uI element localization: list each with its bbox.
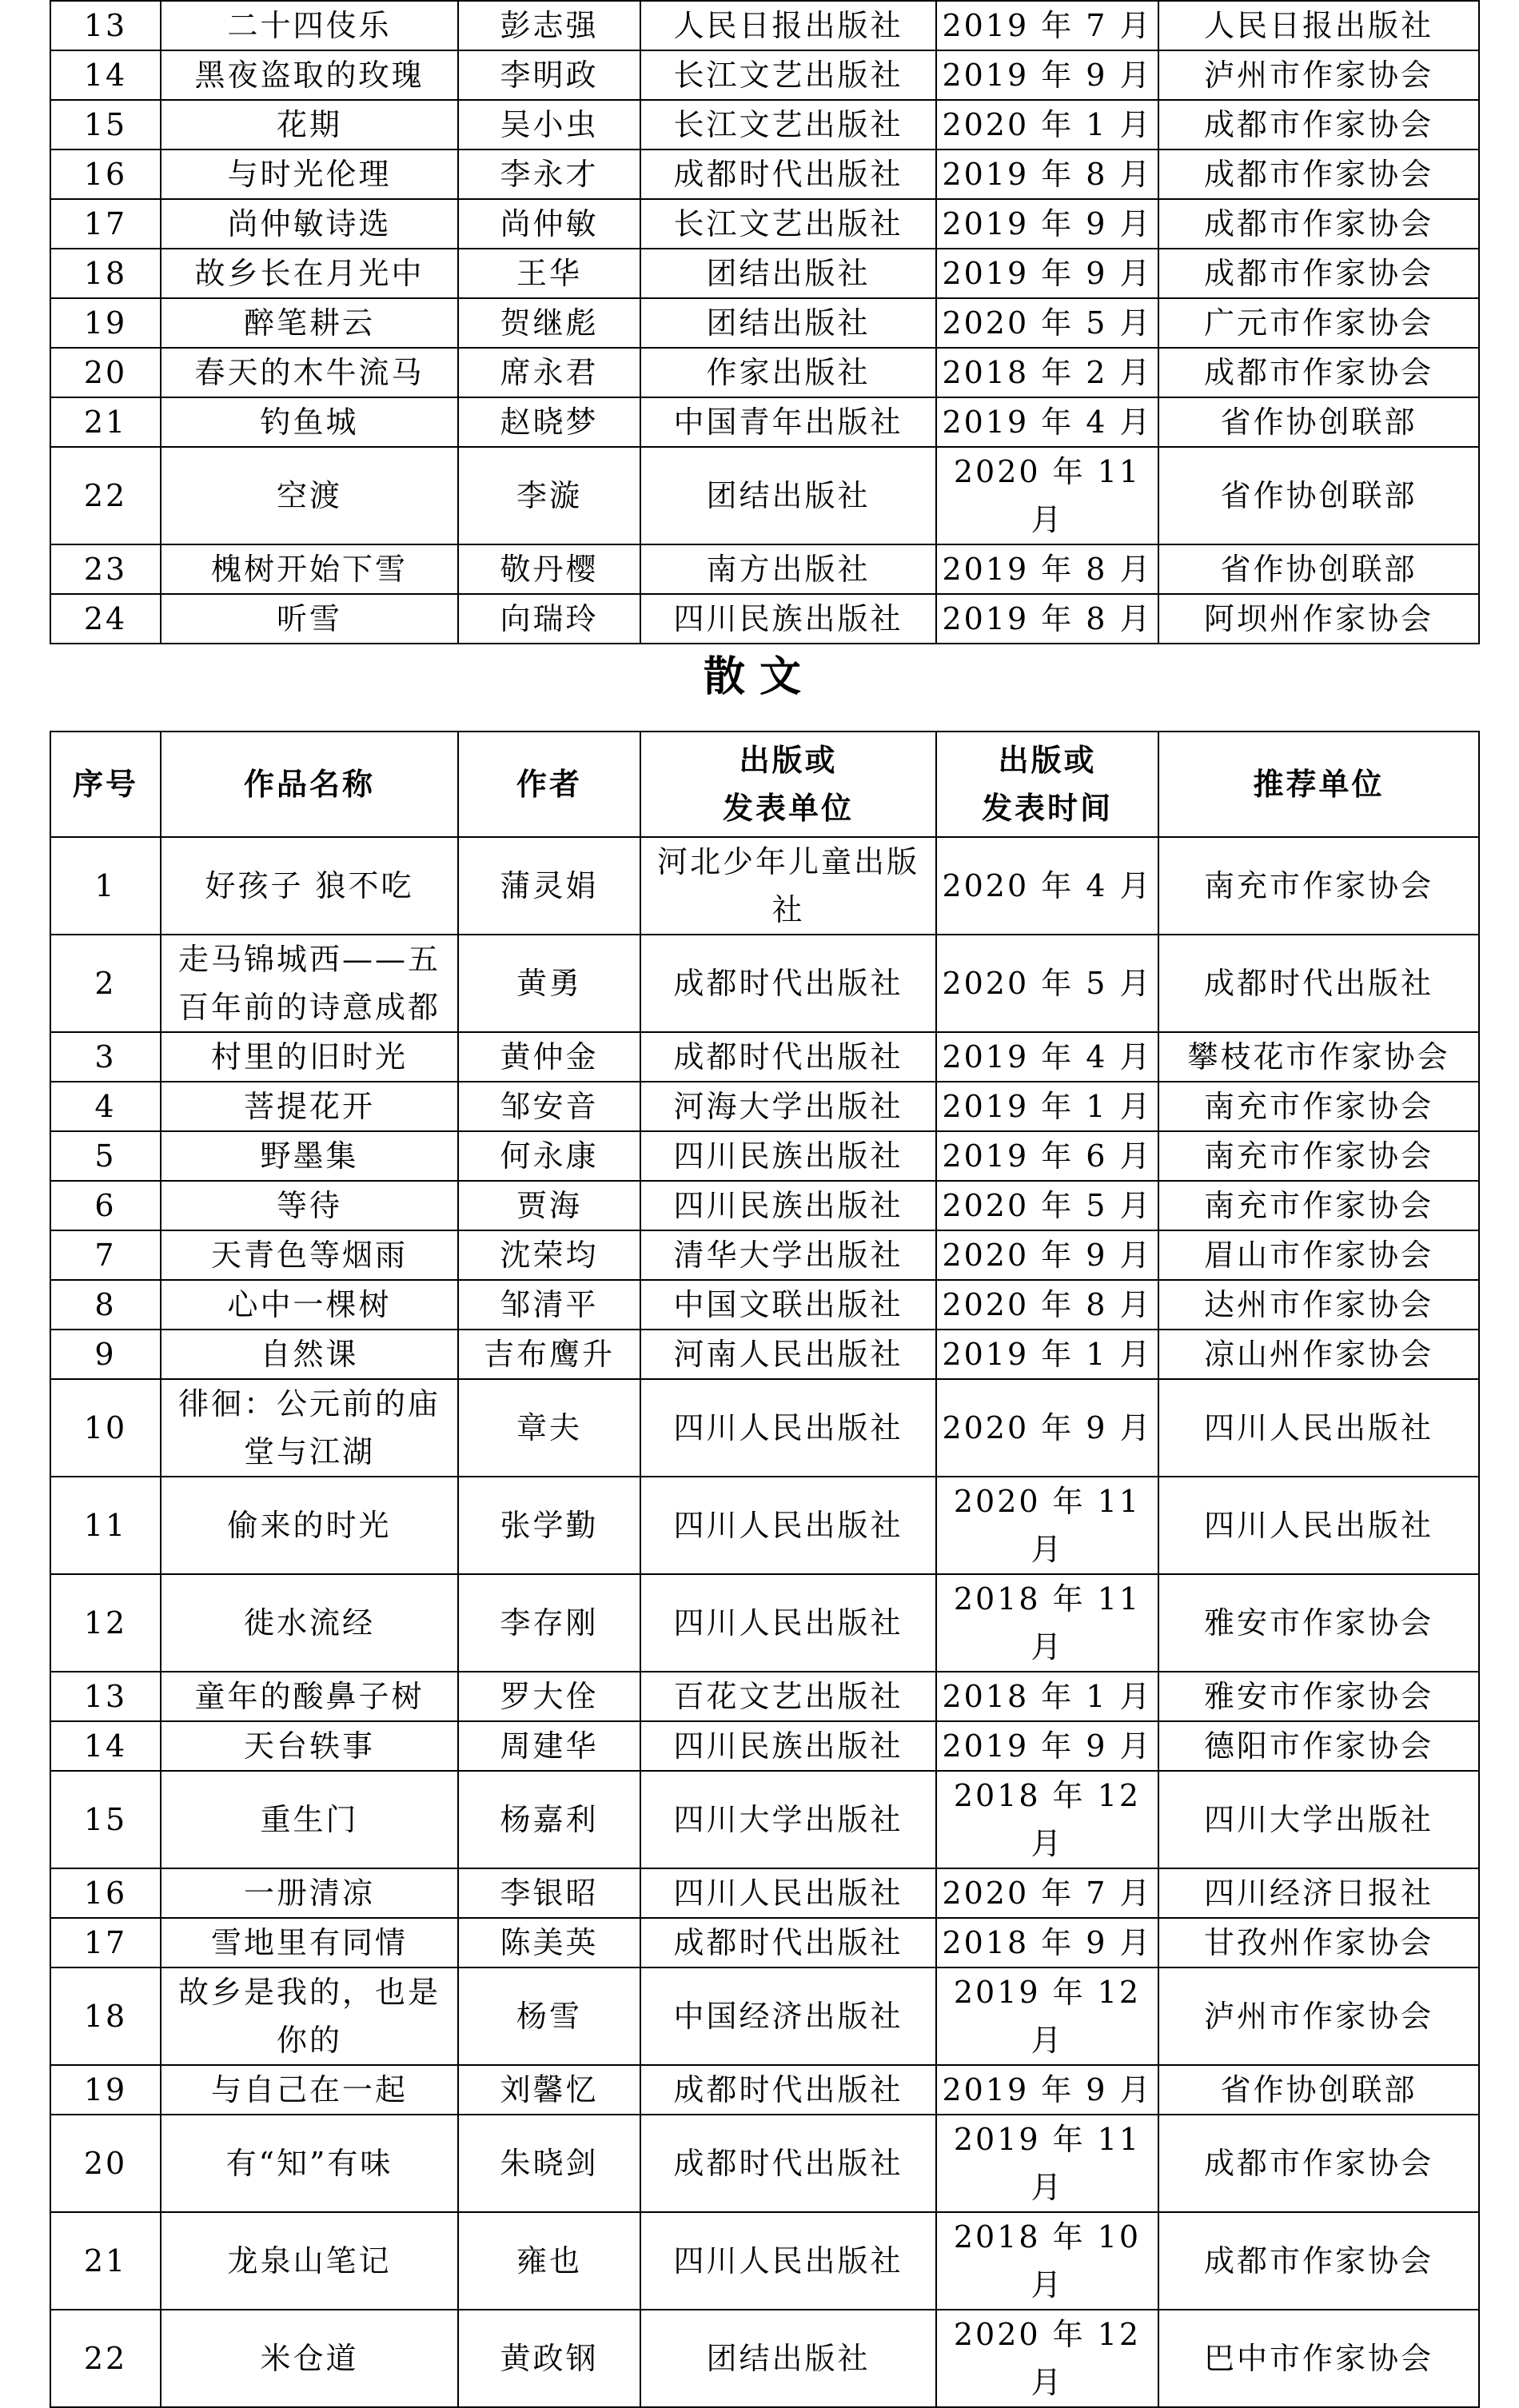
cell-author: 李明政 xyxy=(458,50,640,100)
table-row xyxy=(50,1280,1479,1330)
header-date-line2: 发表时间 xyxy=(981,791,1113,826)
cell-publisher: 河南人民出版社 xyxy=(640,1330,936,1379)
cell-author: 黄勇 xyxy=(458,935,640,1032)
cell-title: 二十四伎乐 xyxy=(161,1,458,50)
cell-index: 13 xyxy=(50,1672,161,1721)
cell-index: 18 xyxy=(50,249,161,298)
cell-recommender: 凉山州作家协会 xyxy=(1158,1330,1479,1379)
cell-recommender: 成都市作家协会 xyxy=(1158,199,1479,249)
cell-publisher: 清华大学出版社 xyxy=(640,1230,936,1280)
cell-date: 2018 年 9 月 xyxy=(936,1918,1158,1967)
header-date xyxy=(936,732,1158,837)
cell-date: 2018 年 1 月 xyxy=(936,1672,1158,1721)
cell-date: 2019 年 9 月 xyxy=(936,2065,1158,2115)
cell-author: 赵晓梦 xyxy=(458,397,640,447)
cell-title: 天台轶事 xyxy=(161,1721,458,1771)
header-recommender: 推荐单位 xyxy=(1158,732,1479,837)
cell-index: 18 xyxy=(50,1967,161,2065)
table-row xyxy=(50,837,1479,935)
cell-recommender: 成都市作家协会 xyxy=(1158,2115,1479,2212)
cell-author: 章夫 xyxy=(458,1379,640,1477)
cell-index: 15 xyxy=(50,100,161,150)
cell-recommender: 南充市作家协会 xyxy=(1158,1131,1479,1181)
cell-recommender: 成都市作家协会 xyxy=(1158,150,1479,199)
cell-author: 罗大佺 xyxy=(458,1672,640,1721)
header-author: 作者 xyxy=(458,732,640,837)
cell-index: 10 xyxy=(50,1379,161,1477)
cell-recommender: 成都市作家协会 xyxy=(1158,100,1479,150)
cell-author: 黄政钢 xyxy=(458,2310,640,2407)
cell-title: 钓鱼城 xyxy=(161,397,458,447)
cell-date: 2018 年 12 月 xyxy=(936,1771,1158,1868)
cell-author: 李存刚 xyxy=(458,1574,640,1672)
cell-index: 15 xyxy=(50,1771,161,1868)
cell-recommender: 省作协创联部 xyxy=(1158,447,1479,544)
cell-publisher: 团结出版社 xyxy=(640,298,936,348)
prose-table-body xyxy=(50,837,1479,2407)
cell-recommender: 攀枝花市作家协会 xyxy=(1158,1032,1479,1082)
cell-date: 2019 年 1 月 xyxy=(936,1330,1158,1379)
cell-date: 2019 年 4 月 xyxy=(936,397,1158,447)
cell-recommender: 眉山市作家协会 xyxy=(1158,1230,1479,1280)
cell-publisher: 百花文艺出版社 xyxy=(640,1672,936,1721)
cell-author: 李漩 xyxy=(458,447,640,544)
header-title: 作品名称 xyxy=(161,732,458,837)
prose-table-header xyxy=(50,732,1479,837)
cell-title: 有“知”有味 xyxy=(161,2115,458,2212)
cell-author: 蒲灵娟 xyxy=(458,837,640,935)
cell-author: 贺继彪 xyxy=(458,298,640,348)
cell-author: 邹安音 xyxy=(458,1082,640,1131)
cell-publisher: 长江文艺出版社 xyxy=(640,199,936,249)
cell-title: 等待 xyxy=(161,1181,458,1230)
cell-date: 2019 年 1 月 xyxy=(936,1082,1158,1131)
cell-title: 一册清凉 xyxy=(161,1868,458,1918)
header-publisher-line1: 出版或 xyxy=(739,743,838,778)
cell-title: 村里的旧时光 xyxy=(161,1032,458,1082)
cell-publisher: 成都时代出版社 xyxy=(640,2115,936,2212)
cell-title: 醉笔耕云 xyxy=(161,298,458,348)
cell-date: 2020 年 7 月 xyxy=(936,1868,1158,1918)
cell-date: 2020 年 9 月 xyxy=(936,1230,1158,1280)
cell-recommender: 四川人民出版社 xyxy=(1158,1379,1479,1477)
table-row xyxy=(50,447,1479,544)
cell-author: 王华 xyxy=(458,249,640,298)
cell-publisher: 四川民族出版社 xyxy=(640,1131,936,1181)
cell-recommender: 达州市作家协会 xyxy=(1158,1280,1479,1330)
header-publisher xyxy=(640,732,936,837)
cell-recommender: 泸州市作家协会 xyxy=(1158,1967,1479,2065)
cell-recommender: 省作协创联部 xyxy=(1158,544,1479,594)
table-row xyxy=(50,1868,1479,1918)
cell-title: 龙泉山笔记 xyxy=(161,2212,458,2310)
cell-index: 22 xyxy=(50,447,161,544)
cell-date: 2020 年 8 月 xyxy=(936,1280,1158,1330)
cell-index: 14 xyxy=(50,1721,161,1771)
cell-recommender: 巴中市作家协会 xyxy=(1158,2310,1479,2407)
cell-index: 13 xyxy=(50,1,161,50)
table-row xyxy=(50,2310,1479,2407)
cell-publisher: 中国文联出版社 xyxy=(640,1280,936,1330)
table-row xyxy=(50,249,1479,298)
cell-recommender: 成都时代出版社 xyxy=(1158,935,1479,1032)
cell-title: 与自己在一起 xyxy=(161,2065,458,2115)
cell-publisher: 人民日报出版社 xyxy=(640,1,936,50)
poetry-table-continued xyxy=(50,0,1480,644)
cell-index: 9 xyxy=(50,1330,161,1379)
cell-date: 2019 年 8 月 xyxy=(936,544,1158,594)
cell-date: 2020 年 11 月 xyxy=(936,447,1158,544)
cell-recommender: 成都市作家协会 xyxy=(1158,2212,1479,2310)
cell-date: 2020 年 5 月 xyxy=(936,935,1158,1032)
cell-title: 尚仲敏诗选 xyxy=(161,199,458,249)
cell-date: 2019 年 9 月 xyxy=(936,199,1158,249)
cell-index: 8 xyxy=(50,1280,161,1330)
table-row xyxy=(50,1574,1479,1672)
table-row xyxy=(50,1721,1479,1771)
table-row xyxy=(50,397,1479,447)
table-row xyxy=(50,298,1479,348)
cell-title: 故乡是我的，也是你的 xyxy=(161,1967,458,2065)
cell-index: 21 xyxy=(50,2212,161,2310)
cell-title: 重生门 xyxy=(161,1771,458,1868)
cell-title: 听雪 xyxy=(161,594,458,644)
cell-date: 2018 年 11 月 xyxy=(936,1574,1158,1672)
cell-date: 2020 年 5 月 xyxy=(936,1181,1158,1230)
cell-date: 2019 年 9 月 xyxy=(936,249,1158,298)
table-row xyxy=(50,1918,1479,1967)
cell-recommender: 省作协创联部 xyxy=(1158,2065,1479,2115)
cell-index: 3 xyxy=(50,1032,161,1082)
cell-index: 6 xyxy=(50,1181,161,1230)
table-row xyxy=(50,1379,1479,1477)
cell-date: 2019 年 8 月 xyxy=(936,594,1158,644)
cell-author: 彭志强 xyxy=(458,1,640,50)
cell-index: 16 xyxy=(50,1868,161,1918)
cell-date: 2020 年 12 月 xyxy=(936,2310,1158,2407)
cell-publisher: 团结出版社 xyxy=(640,447,936,544)
cell-recommender: 南充市作家协会 xyxy=(1158,1082,1479,1131)
cell-title: 花期 xyxy=(161,100,458,150)
cell-index: 19 xyxy=(50,298,161,348)
cell-author: 陈美英 xyxy=(458,1918,640,1967)
table-row xyxy=(50,1330,1479,1379)
cell-title: 野墨集 xyxy=(161,1131,458,1181)
cell-date: 2020 年 4 月 xyxy=(936,837,1158,935)
cell-date: 2020 年 5 月 xyxy=(936,298,1158,348)
cell-index: 2 xyxy=(50,935,161,1032)
cell-index: 5 xyxy=(50,1131,161,1181)
table-row xyxy=(50,2065,1479,2115)
cell-date: 2019 年 8 月 xyxy=(936,150,1158,199)
cell-title: 空渡 xyxy=(161,447,458,544)
cell-publisher: 四川人民出版社 xyxy=(640,1379,936,1477)
table-row xyxy=(50,100,1479,150)
cell-publisher: 中国经济出版社 xyxy=(640,1967,936,2065)
cell-author: 周建华 xyxy=(458,1721,640,1771)
table-row xyxy=(50,348,1479,397)
cell-publisher: 成都时代出版社 xyxy=(640,2065,936,2115)
table-row xyxy=(50,50,1479,100)
cell-title: 槐树开始下雪 xyxy=(161,544,458,594)
header-publisher-line2: 发表单位 xyxy=(722,791,854,826)
cell-recommender: 雅安市作家协会 xyxy=(1158,1574,1479,1672)
cell-recommender: 成都市作家协会 xyxy=(1158,249,1479,298)
cell-index: 19 xyxy=(50,2065,161,2115)
cell-index: 16 xyxy=(50,150,161,199)
cell-date: 2019 年 7 月 xyxy=(936,1,1158,50)
cell-publisher: 南方出版社 xyxy=(640,544,936,594)
table-row xyxy=(50,199,1479,249)
cell-index: 14 xyxy=(50,50,161,100)
cell-publisher: 四川民族出版社 xyxy=(640,1181,936,1230)
prose-table xyxy=(50,731,1480,2408)
cell-author: 沈荣均 xyxy=(458,1230,640,1280)
cell-title: 春天的木牛流马 xyxy=(161,348,458,397)
cell-index: 4 xyxy=(50,1082,161,1131)
table-row xyxy=(50,1967,1479,2065)
cell-title: 自然课 xyxy=(161,1330,458,1379)
cell-author: 李永才 xyxy=(458,150,640,199)
table-row xyxy=(50,2212,1479,2310)
cell-title: 走马锦城西——五百年前的诗意成都 xyxy=(161,935,458,1032)
table-row xyxy=(50,544,1479,594)
header-date-line1: 出版或 xyxy=(998,743,1097,778)
cell-publisher: 四川人民出版社 xyxy=(640,1868,936,1918)
table-row xyxy=(50,935,1479,1032)
cell-recommender: 广元市作家协会 xyxy=(1158,298,1479,348)
cell-publisher: 四川人民出版社 xyxy=(640,1574,936,1672)
cell-author: 朱晓剑 xyxy=(458,2115,640,2212)
cell-date: 2019 年 12 月 xyxy=(936,1967,1158,2065)
cell-index: 20 xyxy=(50,2115,161,2212)
cell-index: 20 xyxy=(50,348,161,397)
cell-date: 2019 年 6 月 xyxy=(936,1131,1158,1181)
cell-author: 杨雪 xyxy=(458,1967,640,2065)
cell-publisher: 四川民族出版社 xyxy=(640,1721,936,1771)
table-row xyxy=(50,1131,1479,1181)
cell-author: 雍也 xyxy=(458,2212,640,2310)
cell-recommender: 甘孜州作家协会 xyxy=(1158,1918,1479,1967)
cell-recommender: 德阳市作家协会 xyxy=(1158,1721,1479,1771)
poetry-table-body xyxy=(50,1,1479,644)
cell-title: 好孩子 狼不吃 xyxy=(161,837,458,935)
cell-recommender: 人民日报出版社 xyxy=(1158,1,1479,50)
table-row xyxy=(50,1181,1479,1230)
cell-index: 7 xyxy=(50,1230,161,1280)
cell-author: 贾海 xyxy=(458,1181,640,1230)
cell-recommender: 四川大学出版社 xyxy=(1158,1771,1479,1868)
cell-title: 徙水流经 xyxy=(161,1574,458,1672)
table-row xyxy=(50,1672,1479,1721)
cell-date: 2020 年 11 月 xyxy=(936,1477,1158,1574)
cell-publisher: 成都时代出版社 xyxy=(640,150,936,199)
cell-publisher: 成都时代出版社 xyxy=(640,1918,936,1967)
cell-publisher: 团结出版社 xyxy=(640,2310,936,2407)
header-row xyxy=(50,732,1479,837)
cell-date: 2018 年 10 月 xyxy=(936,2212,1158,2310)
cell-title: 雪地里有同情 xyxy=(161,1918,458,1967)
cell-recommender: 南充市作家协会 xyxy=(1158,837,1479,935)
cell-author: 李银昭 xyxy=(458,1868,640,1918)
table-row xyxy=(50,1477,1479,1574)
cell-publisher: 四川人民出版社 xyxy=(640,2212,936,2310)
table-row xyxy=(50,1082,1479,1131)
table-row xyxy=(50,1,1479,50)
cell-title: 心中一棵树 xyxy=(161,1280,458,1330)
table-row xyxy=(50,150,1479,199)
cell-date: 2019 年 4 月 xyxy=(936,1032,1158,1082)
cell-index: 11 xyxy=(50,1477,161,1574)
cell-author: 吴小虫 xyxy=(458,100,640,150)
cell-author: 黄仲金 xyxy=(458,1032,640,1082)
cell-recommender: 省作协创联部 xyxy=(1158,397,1479,447)
cell-index: 17 xyxy=(50,1918,161,1967)
cell-title: 童年的酸鼻子树 xyxy=(161,1672,458,1721)
cell-date: 2020 年 9 月 xyxy=(936,1379,1158,1477)
cell-title: 菩提花开 xyxy=(161,1082,458,1131)
header-index: 序号 xyxy=(50,732,161,837)
cell-title: 与时光伦理 xyxy=(161,150,458,199)
cell-date: 2019 年 11 月 xyxy=(936,2115,1158,2212)
cell-title: 天青色等烟雨 xyxy=(161,1230,458,1280)
cell-author: 邹清平 xyxy=(458,1280,640,1330)
cell-index: 21 xyxy=(50,397,161,447)
cell-publisher: 成都时代出版社 xyxy=(640,935,936,1032)
cell-author: 吉布鹰升 xyxy=(458,1330,640,1379)
cell-recommender: 四川人民出版社 xyxy=(1158,1477,1479,1574)
cell-author: 席永君 xyxy=(458,348,640,397)
cell-author: 敬丹樱 xyxy=(458,544,640,594)
cell-publisher: 长江文艺出版社 xyxy=(640,50,936,100)
cell-recommender: 阿坝州作家协会 xyxy=(1158,594,1479,644)
cell-publisher: 团结出版社 xyxy=(640,249,936,298)
section-title-prose: 散文 xyxy=(703,653,815,701)
cell-publisher: 中国青年出版社 xyxy=(640,397,936,447)
cell-publisher: 作家出版社 xyxy=(640,348,936,397)
cell-date: 2019 年 9 月 xyxy=(936,1721,1158,1771)
cell-recommender: 泸州市作家协会 xyxy=(1158,50,1479,100)
cell-index: 17 xyxy=(50,199,161,249)
cell-author: 张学勤 xyxy=(458,1477,640,1574)
table-row xyxy=(50,594,1479,644)
table-row xyxy=(50,1032,1479,1082)
cell-index: 24 xyxy=(50,594,161,644)
table-row xyxy=(50,1230,1479,1280)
cell-index: 23 xyxy=(50,544,161,594)
table-row xyxy=(50,2115,1479,2212)
cell-index: 22 xyxy=(50,2310,161,2407)
cell-title: 米仓道 xyxy=(161,2310,458,2407)
cell-author: 杨嘉利 xyxy=(458,1771,640,1868)
cell-publisher: 长江文艺出版社 xyxy=(640,100,936,150)
cell-author: 何永康 xyxy=(458,1131,640,1181)
cell-index: 1 xyxy=(50,837,161,935)
cell-title: 故乡长在月光中 xyxy=(161,249,458,298)
cell-date: 2019 年 9 月 xyxy=(936,50,1158,100)
cell-recommender: 雅安市作家协会 xyxy=(1158,1672,1479,1721)
cell-publisher: 四川民族出版社 xyxy=(640,594,936,644)
cell-publisher: 成都时代出版社 xyxy=(640,1032,936,1082)
cell-title: 黑夜盗取的玫瑰 xyxy=(161,50,458,100)
cell-author: 尚仲敏 xyxy=(458,199,640,249)
cell-index: 12 xyxy=(50,1574,161,1672)
table-row xyxy=(50,1771,1479,1868)
cell-title: 徘徊：公元前的庙堂与江湖 xyxy=(161,1379,458,1477)
cell-publisher: 四川人民出版社 xyxy=(640,1477,936,1574)
cell-recommender: 南充市作家协会 xyxy=(1158,1181,1479,1230)
cell-publisher: 河北少年儿童出版社 xyxy=(640,837,936,935)
cell-title: 偷来的时光 xyxy=(161,1477,458,1574)
cell-recommender: 四川经济日报社 xyxy=(1158,1868,1479,1918)
cell-author: 向瑞玲 xyxy=(458,594,640,644)
cell-recommender: 成都市作家协会 xyxy=(1158,348,1479,397)
cell-date: 2020 年 1 月 xyxy=(936,100,1158,150)
cell-publisher: 四川大学出版社 xyxy=(640,1771,936,1868)
cell-publisher: 河海大学出版社 xyxy=(640,1082,936,1131)
cell-date: 2018 年 2 月 xyxy=(936,348,1158,397)
cell-author: 刘馨忆 xyxy=(458,2065,640,2115)
